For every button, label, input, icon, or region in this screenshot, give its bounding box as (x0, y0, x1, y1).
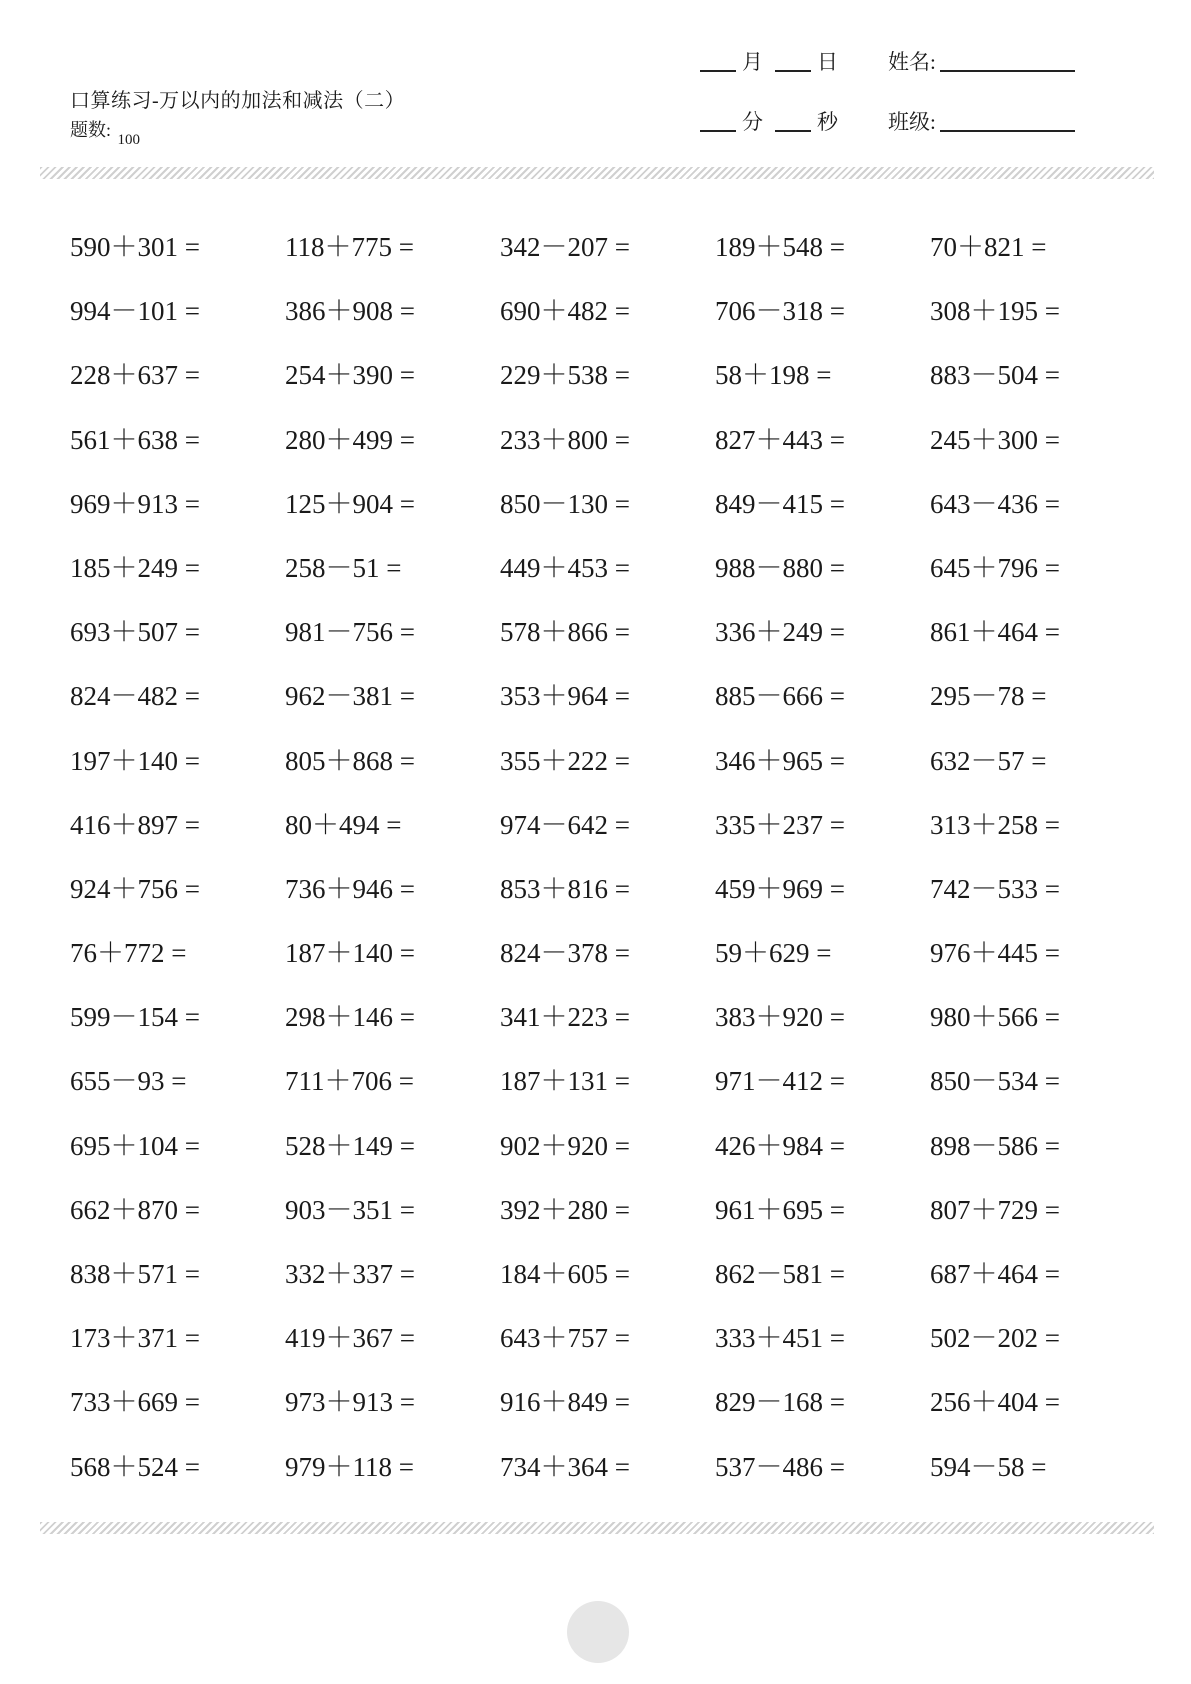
problem-item: 308＋195 = (930, 296, 1060, 327)
time-row (700, 106, 1075, 136)
problem-item: 392＋280 = (500, 1194, 630, 1225)
problem-item: 258－51 = (285, 552, 402, 583)
class-label: 班级: (888, 110, 936, 134)
problem-item: 838＋571 = (70, 1259, 200, 1289)
month-blank[interactable] (700, 69, 736, 72)
problem-count (70, 116, 141, 148)
problem-item: 118＋775 = (285, 232, 414, 262)
problem-item: 187＋131 = (500, 1066, 630, 1097)
problem-item: 59＋629 = (715, 938, 832, 969)
problem-item: 961＋695 = (715, 1194, 845, 1225)
minute-label: 分 (742, 110, 763, 134)
problem-item: 568＋524 = (70, 1451, 200, 1482)
problem-item: 898－586 = (930, 1130, 1060, 1161)
problem-item: 805＋868 = (285, 745, 415, 776)
date-row (700, 46, 1075, 76)
problem-item: 850－534 = (930, 1066, 1060, 1097)
problem-item: 342－207 = (500, 232, 630, 262)
second-blank[interactable] (775, 129, 811, 132)
problem-item: 383＋920 = (715, 1002, 845, 1033)
problem-item: 185＋249 = (70, 552, 200, 583)
problem-item: 969＋913 = (70, 488, 200, 519)
problem-item: 336＋249 = (715, 617, 845, 648)
problem-item: 974－642 = (500, 809, 630, 840)
problem-item: 827＋443 = (715, 424, 845, 455)
problem-item: 643＋757 = (500, 1323, 630, 1354)
problem-item: 645＋796 = (930, 552, 1060, 583)
problem-item: 187＋140 = (285, 938, 415, 969)
problem-item: 742－533 = (930, 873, 1060, 904)
problem-item: 254＋390 = (285, 360, 415, 391)
problem-item: 333＋451 = (715, 1323, 845, 1354)
day-label: 日 (817, 50, 838, 74)
problem-item: 449＋453 = (500, 552, 630, 583)
problem-grid (70, 222, 1145, 1506)
problem-item: 916＋849 = (500, 1387, 630, 1418)
problem-item: 971－412 = (715, 1066, 845, 1097)
problem-item: 643－436 = (930, 488, 1060, 519)
problem-item: 229＋538 = (500, 360, 630, 391)
problem-item: 883－504 = (930, 360, 1060, 391)
minute-blank[interactable] (700, 129, 736, 132)
bottom-divider (40, 1522, 1154, 1534)
problem-item: 734＋364 = (500, 1451, 630, 1482)
problem-item: 70＋821 = (930, 232, 1047, 262)
problem-item: 256＋404 = (930, 1387, 1060, 1418)
problem-item: 76＋772 = (70, 938, 187, 969)
problem-item: 861＋464 = (930, 617, 1060, 648)
class-blank[interactable] (940, 129, 1075, 132)
problem-item: 903－351 = (285, 1194, 415, 1225)
problem-item: 173＋371 = (70, 1323, 200, 1354)
problem-item: 189＋548 = (715, 232, 845, 262)
problem-item: 561＋638 = (70, 424, 200, 455)
problem-item: 416＋897 = (70, 809, 200, 840)
problem-item: 335＋237 = (715, 809, 845, 840)
problem-item: 332＋337 = (285, 1259, 415, 1289)
problem-item: 295－78 = (930, 681, 1047, 712)
problem-item: 346＋965 = (715, 745, 845, 776)
problem-item: 578＋866 = (500, 617, 630, 648)
problem-item: 980＋566 = (930, 1002, 1060, 1033)
worksheet-title: 口算练习-万以内的加法和减法（二） (70, 90, 406, 112)
problem-item: 711＋706 = (285, 1066, 414, 1097)
problem-item: 902＋920 = (500, 1130, 630, 1161)
problem-item: 736＋946 = (285, 873, 415, 904)
problem-item: 662＋870 = (70, 1194, 200, 1225)
problem-item: 706－318 = (715, 296, 845, 327)
problem-item: 197＋140 = (70, 745, 200, 776)
problem-item: 976＋445 = (930, 938, 1060, 969)
problem-item: 824－378 = (500, 938, 630, 969)
problem-item: 386＋908 = (285, 296, 415, 327)
problem-item: 885－666 = (715, 681, 845, 712)
problem-item: 962－381 = (285, 681, 415, 712)
problem-item: 537－486 = (715, 1451, 845, 1482)
problem-item: 245＋300 = (930, 424, 1060, 455)
problem-count-label: 题数: (70, 120, 112, 140)
problem-item: 988－880 = (715, 552, 845, 583)
problem-item: 599－154 = (70, 1002, 200, 1033)
problem-item: 426＋984 = (715, 1130, 845, 1161)
problem-item: 850－130 = (500, 488, 630, 519)
problem-item: 693＋507 = (70, 617, 200, 648)
problem-item: 807＋729 = (930, 1194, 1060, 1225)
problem-item: 853＋816 = (500, 873, 630, 904)
problem-item: 862－581 = (715, 1259, 845, 1289)
problem-item: 341＋223 = (500, 1002, 630, 1033)
problem-item: 981－756 = (285, 617, 415, 648)
problem-item: 924＋756 = (70, 873, 200, 904)
problem-item: 502－202 = (930, 1323, 1060, 1354)
day-blank[interactable] (775, 69, 811, 72)
problem-item: 829－168 = (715, 1387, 845, 1418)
problem-item: 733＋669 = (70, 1387, 200, 1418)
problem-item: 353＋964 = (500, 681, 630, 712)
problem-item: 690＋482 = (500, 296, 630, 327)
name-label: 姓名: (888, 50, 936, 74)
problem-item: 298＋146 = (285, 1002, 415, 1033)
problem-item: 687＋464 = (930, 1259, 1060, 1289)
problem-item: 459＋969 = (715, 873, 845, 904)
problem-item: 228＋637 = (70, 360, 200, 391)
problem-item: 280＋499 = (285, 424, 415, 455)
problem-item: 355＋222 = (500, 745, 630, 776)
problem-item: 655－93 = (70, 1066, 187, 1097)
problem-item: 80＋494 = (285, 809, 402, 840)
problem-item: 594－58 = (930, 1451, 1047, 1482)
problem-item: 824－482 = (70, 681, 200, 712)
problem-item: 849－415 = (715, 488, 845, 519)
page-indicator (567, 1601, 629, 1663)
problem-item: 184＋605 = (500, 1259, 630, 1289)
problem-item: 528＋149 = (285, 1130, 415, 1161)
problem-item: 695＋104 = (70, 1130, 200, 1161)
problem-item: 233＋800 = (500, 424, 630, 455)
problem-item: 419＋367 = (285, 1323, 415, 1354)
problem-item: 313＋258 = (930, 809, 1060, 840)
problem-item: 979＋118 = (285, 1451, 414, 1482)
problem-item: 125＋904 = (285, 488, 415, 519)
problem-item: 973＋913 = (285, 1387, 415, 1418)
problem-item: 590＋301 = (70, 232, 200, 262)
problem-count-value: 100 (117, 132, 141, 148)
second-label: 秒 (817, 110, 838, 134)
top-divider (40, 167, 1154, 179)
problem-item: 994－101 = (70, 296, 200, 327)
name-blank[interactable] (940, 69, 1075, 72)
month-label: 月 (742, 50, 763, 74)
problem-item: 58＋198 = (715, 360, 832, 391)
problem-item: 632－57 = (930, 745, 1047, 776)
